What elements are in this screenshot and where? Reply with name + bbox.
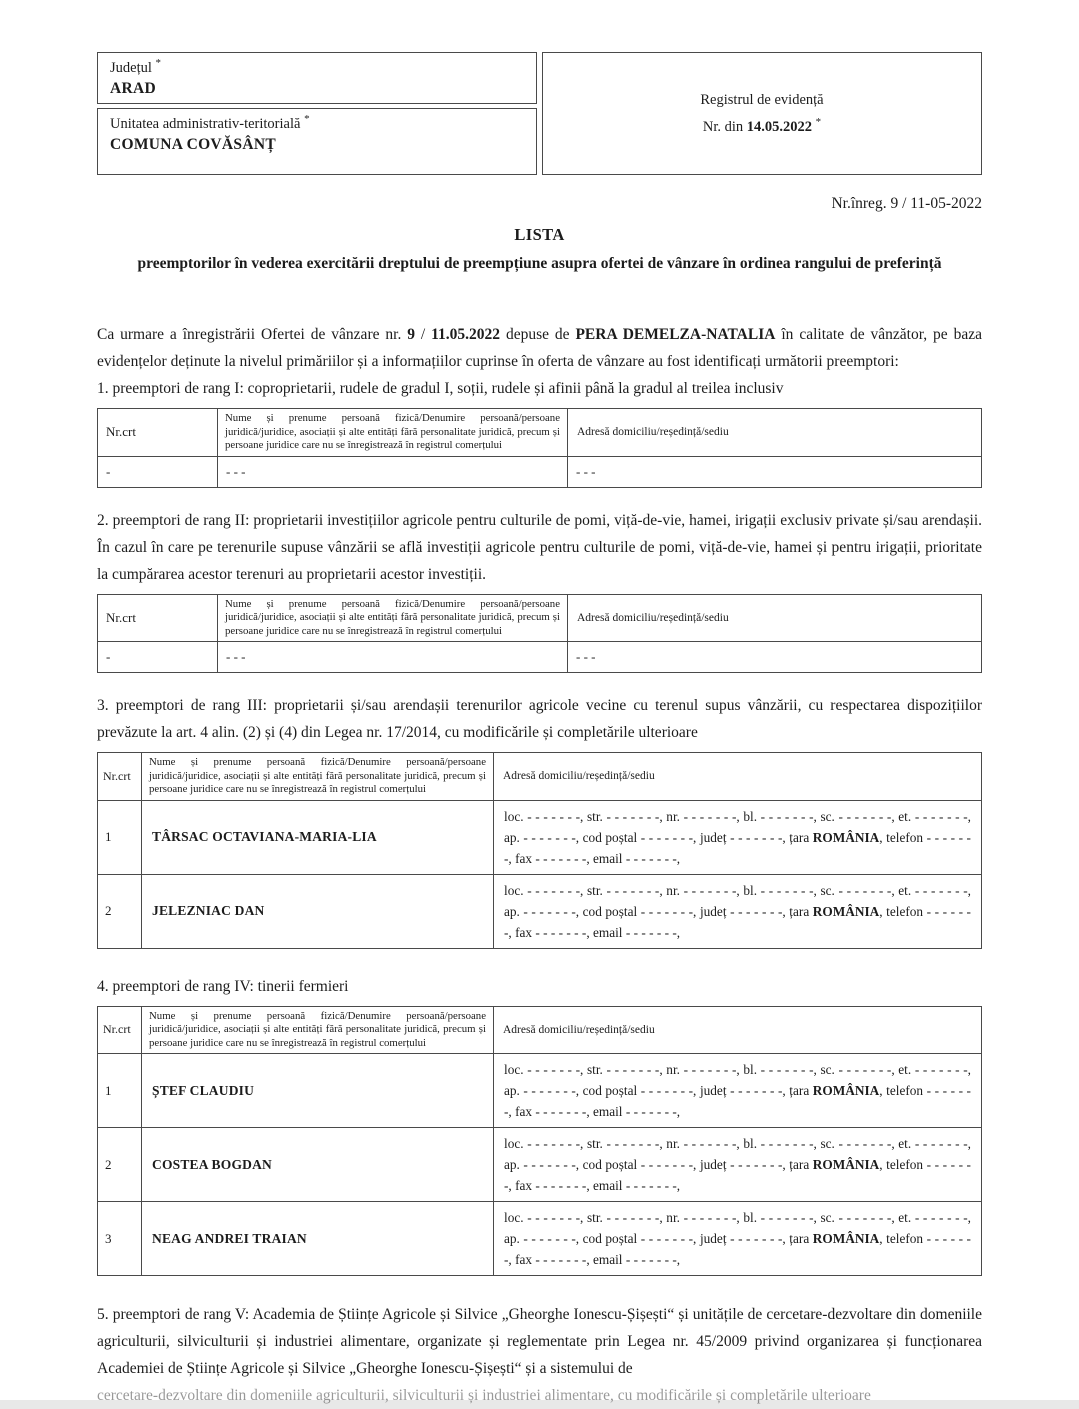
preemptor-name: NEAG ANDREI TRAIAN [142,1202,494,1276]
intro-text-4: în calitate de vânzător, pe baza evidențelor deținute la nivelul primăriilor și a informațiilor cuprinse în oferta de vânzare au fost identificați următorii preemptori: [97,326,982,370]
preemptor-address [494,874,982,948]
registration-number-line: Nr.înreg. 9 / 11-05-2022 [831,195,982,212]
section-3-heading: 3. preemptori de rang III: proprietarii și/sau arendașii terenurilor agricole vecine cu terenul supus vânzării, cu respectarea dispozițiilor prevăzute la art. 4 alin. (2) și (4) din Legea nr. 17/2014, cu modificările și completările ulterioare [97,697,982,741]
offer-number: 9 [407,326,415,343]
county-label: Județul [110,60,152,76]
intro-paragraph [97,321,982,375]
rank1-row-name: - - - [218,456,568,487]
rank4-row-3 [98,1202,982,1276]
rank2-header-row [98,594,982,642]
address-part-2: , telefon - - - - - - -, fax - - - - - - -, email - - - - - - -, [504,1231,971,1267]
offer-date: 11.05.2022 [431,326,501,343]
rank3-header-name: Nume și prenume persoană fizică/Denumire persoană/persoane juridică/juridice, asociații și alte entități fără personalitate juridică, precum și persoane juridice care nu se înregistrează în registrul comerțului [142,753,494,801]
rank3-header-address: Adresă domiciliu/reședință/sediu [494,753,982,801]
section-2-heading: 2. preemptori de rang II: proprietarii investițiilor agricole pentru culturile de pomi, viță-de-vie, hamei, irigații exclusiv private și/sau arendașii. În cazul în care pe terenurile supuse vânzării se află investiții agricole pentru culturile de pomi, viță-de-vie, hamei și pentru irigații, prioritate la cumpărarea acestor terenuri au proprietarii acestor investiții. [97,511,982,583]
rank2-row-address: - - - [568,642,982,673]
county-label-line [110,58,524,78]
rank2-header-nr: Nr.crt [98,594,218,642]
preemptor-address [494,800,982,874]
address-part-2: , telefon - - - - - - -, fax - - - - - - -, email - - - - - - -, [504,903,971,940]
rank3-header-nr: Nr.crt [98,753,142,801]
registry-box [542,52,982,175]
header-left-column [97,52,537,175]
rank4-table [97,1006,982,1277]
address-part-1: loc. - - - - - - -, str. - - - - - - -, nr. - - - - - - -, bl. - - - - - - -, sc. - - - - - - -, et. - - - - - - -, ap. - - - - - - -, cod poștal - - - - - - -, județ - - - - - - -, țara [504,882,971,919]
county-asterisk: * [155,57,162,70]
rank2-row-nr: - [98,642,218,673]
country-name: ROMÂNIA [812,1157,880,1172]
rank3-table [97,752,982,949]
country-name: ROMÂNIA [812,829,880,845]
seller-name: PERA DEMELZA-NATALIA [575,326,776,343]
rank1-header-name: Nume și prenume persoană fizică/Denumire persoană/persoane juridică/juridice, asociații și alte entități fără personalitate juridică, precum și persoane juridice care nu se înregistrează în registrul comerțului [218,409,568,457]
rank3-row-2 [98,874,982,948]
section-4-heading: 4. preemptori de rang IV: tinerii fermieri [97,977,349,995]
uat-label: Unitatea administrativ-teritorială [110,116,301,132]
country-name: ROMÂNIA [812,903,880,919]
registry-number-line [703,117,821,137]
rank1-header-row [98,409,982,457]
uat-value: COMUNA COVĂSÂNȚ [110,136,276,153]
country-name: ROMÂNIA [812,1083,880,1098]
page-subtitle: preemptorilor în vederea exercitării dreptului de preempțiune asupra ofertei de vânzare în ordinea rangului de preferință [137,255,942,272]
preemptor-name: ȘTEF CLAUDIU [142,1054,494,1128]
preemptor-address [494,1054,982,1128]
rank2-table [97,594,982,674]
row-number: 2 [98,874,142,948]
registry-title: Registrul de evidență [700,92,824,108]
county-value: ARAD [110,80,156,97]
rank4-header-address: Adresă domiciliu/reședință/sediu [494,1006,982,1054]
registry-asterisk: * [815,116,822,129]
rank1-row-address: - - - [568,456,982,487]
rank2-header-address: Adresă domiciliu/reședință/sediu [568,594,982,642]
row-number: 1 [98,1054,142,1128]
uat-box [97,108,537,175]
intro-text-1: Ca urmare a înregistrării Ofertei de vânzare nr. [97,326,408,343]
address-part-1: loc. - - - - - - -, str. - - - - - - -, nr. - - - - - - -, bl. - - - - - - -, sc. - - - - - - -, et. - - - - - - -, ap. - - - - - - -, cod poștal - - - - - - -, județ - - - - - - -, țara [504,1136,971,1172]
row-number: 1 [98,800,142,874]
rank4-row-2 [98,1128,982,1202]
address-part-2: , telefon - - - - - - -, fax - - - - - - -, email - - - - - - -, [504,1083,971,1119]
preemptor-name: TÂRSAC OCTAVIANA-MARIA-LIA [142,800,494,874]
page-title: LISTA [514,225,565,244]
rank1-table [97,408,982,488]
rank2-header-name: Nume și prenume persoană fizică/Denumire persoană/persoane juridică/juridice, asociații și alte entități fără personalitate juridică, precum și persoane juridice care nu se înregistrează în registrul comerțului [218,594,568,642]
rank4-row-1 [98,1054,982,1128]
address-part-2: , telefon - - - - - - -, fax - - - - - - -, email - - - - - - -, [504,1157,971,1193]
address-part-1: loc. - - - - - - -, str. - - - - - - -, nr. - - - - - - -, bl. - - - - - - -, sc. - - - - - - -, et. - - - - - - -, ap. - - - - - - -, cod poștal - - - - - - -, județ - - - - - - -, țara [504,1062,971,1098]
registry-prefix: Nr. din [702,119,747,135]
county-box [97,52,537,104]
rank2-row-name: - - - [218,642,568,673]
rank1-row-nr: - [98,456,218,487]
uat-asterisk: * [304,113,310,126]
rank3-row-1 [98,800,982,874]
registry-date: 14.05.2022 [746,119,813,135]
rank3-header-row [98,753,982,801]
address-part-2: , telefon - - - - - - -, fax - - - - - - -, email - - - - - - -, [504,829,971,866]
rank1-empty-row [98,456,982,487]
rank1-header-nr: Nr.crt [98,409,218,457]
section-5-clipped-text: cercetare-dezvoltare din domeniile agriculturii, silviculturii și industriei alimentare, cu modificările și completările ulterioare [97,1387,871,1404]
address-part-1: loc. - - - - - - -, str. - - - - - - -, nr. - - - - - - -, bl. - - - - - - -, sc. - - - - - - -, et. - - - - - - -, ap. - - - - - - -, cod poștal - - - - - - -, județ - - - - - - -, țara [504,808,971,845]
country-name: ROMÂNIA [812,1231,880,1246]
address-part-1: loc. - - - - - - -, str. - - - - - - -, nr. - - - - - - -, bl. - - - - - - -, sc. - - - - - - -, et. - - - - - - -, ap. - - - - - - -, cod poștal - - - - - - -, județ - - - - - - -, țara [504,1210,971,1246]
section-1-heading: 1. preemptori de rang I: coproprietarii, rudele de gradul I, soții, rudele și afinii până la gradul al treilea inclusiv [97,380,784,397]
intro-text-3: depuse de [500,326,576,343]
header-grid [97,52,982,175]
preemptor-address [494,1128,982,1202]
rank4-header-nr: Nr.crt [98,1006,142,1054]
row-number: 3 [98,1202,142,1276]
preemptor-name: COSTEA BOGDAN [142,1128,494,1202]
row-number: 2 [98,1128,142,1202]
rank4-header-row [98,1006,982,1054]
section-5-paragraph: 5. preemptori de rang V: Academia de Științe Agricole și Silvice „Gheorghe Ionescu-Șișești“ și unitățile de cercetare-dezvoltare din domeniile agriculturii, silviculturii și industriei alimentare, organizate și reglementate prin Legea nr. 45/2009 privind organizarea și funcționarea Academiei de Științe Agricole și Silvice „Gheorghe Ionescu-Șișești“ și a sistemului de [97,1306,982,1377]
section-5-clipped-line [97,1382,982,1404]
rank1-header-address: Adresă domiciliu/reședință/sediu [568,409,982,457]
intro-text-2: / [415,326,432,343]
preemptor-name: JELEZNIAC DAN [142,874,494,948]
preemptor-address [494,1202,982,1276]
rank2-empty-row [98,642,982,673]
uat-label-line [110,114,524,134]
rank4-header-name: Nume și prenume persoană fizică/Denumire persoană/persoane juridică/juridice, asociații și alte entități fără personalitate juridică, precum și persoane juridice care nu se înregistrează în registrul comerțului [142,1006,494,1054]
